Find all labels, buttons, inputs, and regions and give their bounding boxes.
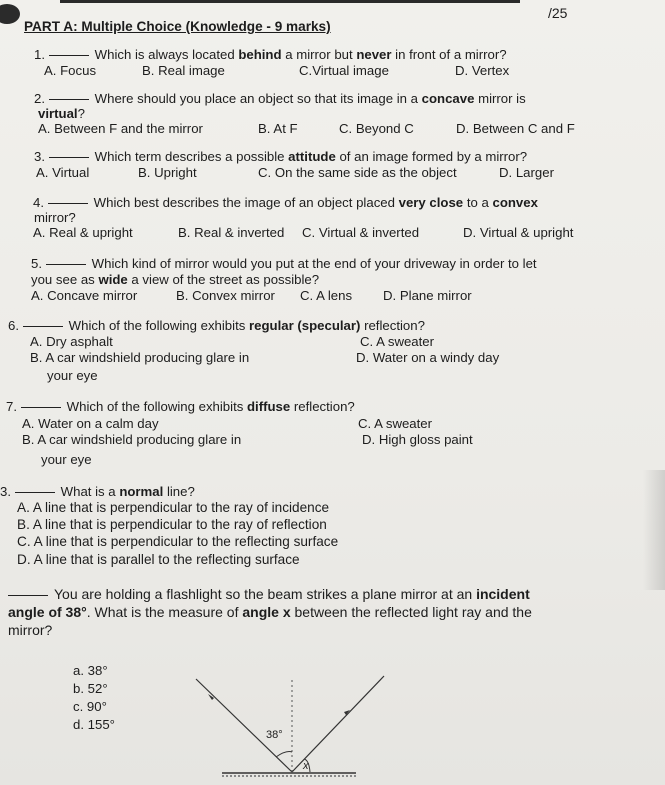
option-c: c. 90°	[73, 699, 107, 714]
option-a: A. A line that is perpendicular to the ray of incidence	[17, 500, 330, 515]
option-b-line2: your eye	[47, 368, 98, 383]
option-c: C. Beyond C	[339, 121, 414, 136]
option-c: C. A lens	[300, 288, 353, 303]
question-6: 6. Which of the following exhibits regular (specular) reflection?	[8, 318, 425, 333]
question-7: 7. Which of the following exhibits diffuse reflection?	[6, 399, 355, 414]
incident-angle-label: 38°	[266, 729, 283, 741]
question-4-line2: mirror?	[34, 210, 76, 225]
incident-ray	[196, 679, 292, 772]
option-a: A. Concave mirror	[31, 288, 138, 303]
option-a: A. Between F and the mirror	[38, 121, 203, 136]
option-d: D. Virtual & upright	[463, 225, 574, 240]
question-5: 5. Which kind of mirror would you put at the end of your driveway in order to let	[31, 256, 537, 271]
question-2-line2: virtual?	[38, 106, 85, 121]
question-5-line2: you see as wide a view of the street as possible?	[31, 272, 320, 287]
question-1: 1. Which is always located behind a mirror but never in front of a mirror?	[34, 47, 507, 62]
option-a: A. Real & upright	[33, 225, 133, 240]
option-b: B. Upright	[138, 165, 197, 180]
option-d: D. Vertex	[455, 63, 510, 78]
option-c: C. A line that is perpendicular to the reflecting surface	[17, 534, 339, 549]
option-b: B. Real & inverted	[178, 225, 285, 240]
option-b: B. A line that is perpendicular to the ray of reflection	[17, 517, 327, 532]
option-a: A. Focus	[44, 63, 97, 78]
question-9-line3: mirror?	[8, 622, 53, 638]
option-c: C. Virtual & inverted	[302, 225, 420, 240]
option-a: A. Water on a calm day	[22, 416, 159, 431]
option-c: C. A sweater	[358, 416, 433, 431]
option-d: D. Plane mirror	[383, 288, 472, 303]
option-b-line2: your eye	[41, 452, 92, 467]
question-2: 2. Where should you place an object so that its image in a concave mirror is	[34, 91, 526, 106]
score-box: /25	[548, 5, 568, 21]
option-d: D. A line that is parallel to the reflecting surface	[17, 552, 300, 567]
question-4: 4. Which best describes the image of an object placed very close to a convex	[33, 195, 538, 210]
option-b: B. A car windshield producing glare in	[22, 432, 242, 447]
incident-angle-arc	[276, 752, 292, 757]
option-a: a. 38°	[73, 663, 108, 678]
option-c: C. On the same side as the object	[258, 165, 457, 180]
option-d: D. Between C and F	[456, 121, 575, 136]
question-9: You are holding a flashlight so the beam strikes a plane mirror at an incident	[8, 586, 530, 602]
option-b: B. Real image	[142, 63, 225, 78]
part-title: PART A: Multiple Choice (Knowledge - 9 marks)	[24, 19, 331, 34]
option-d: d. 155°	[73, 717, 115, 732]
option-b: b. 52°	[73, 681, 108, 696]
option-d: D. Larger	[499, 165, 554, 180]
question-3: 3. Which term describes a possible attitude of an image formed by a mirror?	[34, 149, 528, 164]
question-8: 3. What is a normal line?	[0, 484, 195, 499]
option-b: B. Convex mirror	[176, 288, 275, 303]
option-a: A. Virtual	[36, 165, 90, 180]
option-b: B. At F	[258, 121, 298, 136]
option-c: C.Virtual image	[299, 63, 389, 78]
option-d: D. High gloss paint	[362, 432, 473, 447]
angle-x-label: x	[303, 760, 309, 772]
option-a: A. Dry asphalt	[30, 334, 113, 349]
question-9-line2: angle of 38°. What is the measure of angle x between the reflected light ray and the	[8, 604, 532, 620]
option-c: C. A sweater	[360, 334, 435, 349]
option-d: D. Water on a windy day	[356, 350, 500, 365]
option-b: B. A car windshield producing glare in	[30, 350, 250, 365]
